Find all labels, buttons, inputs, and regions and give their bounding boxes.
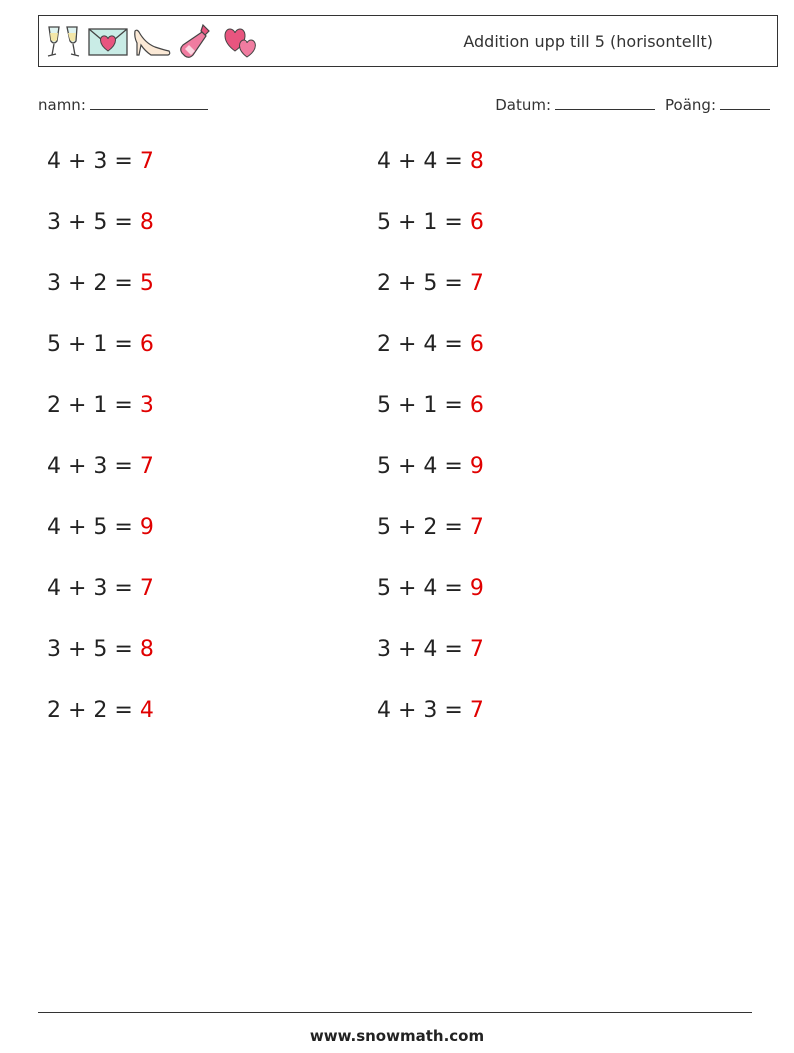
problem-item: 5 + 1 = 6	[47, 332, 154, 357]
answer: 7	[469, 637, 484, 662]
operand: 2	[423, 515, 438, 540]
operand: 2	[93, 271, 108, 296]
operand: 4	[423, 149, 438, 174]
problem-item: 4 + 3 = 7	[47, 576, 154, 601]
problem-item: 5 + 4 = 9	[377, 576, 484, 601]
answer: 6	[469, 393, 484, 418]
footer-url[interactable]: www.snowmath.com	[309, 1027, 485, 1045]
operand: 2	[47, 393, 61, 418]
answer: 7	[469, 698, 484, 723]
operand: 5	[93, 515, 108, 540]
operand: 4	[423, 454, 438, 479]
answer: 9	[469, 576, 484, 601]
operand: 3	[47, 210, 61, 235]
problem-item: 4 + 3 = 7	[377, 698, 484, 723]
operand: 3	[47, 271, 61, 296]
problem-item: 4 + 3 = 7	[47, 149, 154, 174]
problem-item: 3 + 2 = 5	[47, 271, 154, 296]
problem-item: 4 + 4 = 8	[377, 149, 484, 174]
operand: 4	[423, 576, 438, 601]
operand: 4	[423, 332, 438, 357]
operand: 5	[93, 637, 108, 662]
operand: 2	[377, 332, 391, 357]
problem-item: 3 + 5 = 8	[47, 637, 154, 662]
answer: 3	[139, 393, 154, 418]
operand: 4	[423, 637, 438, 662]
problem-item: 3 + 5 = 8	[47, 210, 154, 235]
answer: 8	[139, 210, 154, 235]
answer: 7	[469, 271, 484, 296]
operand: 3	[93, 576, 108, 601]
operand: 4	[47, 149, 61, 174]
answer: 8	[469, 149, 484, 174]
name-label: namn:	[38, 96, 86, 114]
operand: 4	[47, 454, 61, 479]
problem-item: 3 + 4 = 7	[377, 637, 484, 662]
problem-item: 4 + 5 = 9	[47, 515, 154, 540]
problem-item: 5 + 1 = 6	[377, 210, 484, 235]
operand: 5	[377, 515, 391, 540]
answer: 7	[139, 576, 154, 601]
problem-item: 2 + 1 = 3	[47, 393, 154, 418]
problem-item: 2 + 5 = 7	[377, 271, 484, 296]
answer: 6	[469, 210, 484, 235]
answer: 4	[139, 698, 154, 723]
score-label: Poäng:	[665, 96, 716, 114]
answer: 7	[139, 149, 154, 174]
date-label: Datum:	[495, 96, 552, 114]
operand: 3	[93, 149, 108, 174]
operand: 3	[93, 454, 108, 479]
problem-item: 5 + 1 = 6	[377, 393, 484, 418]
operand: 2	[47, 698, 61, 723]
operand: 4	[377, 698, 391, 723]
operand: 1	[423, 393, 438, 418]
operand: 3	[423, 698, 438, 723]
answer: 8	[139, 637, 154, 662]
operand: 3	[47, 637, 61, 662]
operand: 5	[377, 393, 391, 418]
operand: 3	[377, 637, 391, 662]
operand: 4	[377, 149, 391, 174]
answer: 6	[139, 332, 154, 357]
answer: 9	[139, 515, 154, 540]
problem-item: 4 + 3 = 7	[47, 454, 154, 479]
problem-item: 2 + 2 = 4	[47, 698, 154, 723]
worksheet-title: Addition upp till 5 (horisontellt)	[463, 32, 713, 51]
operand: 1	[423, 210, 438, 235]
operand: 5	[423, 271, 438, 296]
answer: 5	[139, 271, 154, 296]
problem-item: 2 + 4 = 6	[377, 332, 484, 357]
operand: 5	[377, 454, 391, 479]
operand: 1	[93, 332, 108, 357]
operand: 4	[47, 576, 61, 601]
footer-divider	[38, 1012, 752, 1013]
operand: 2	[377, 271, 391, 296]
answer: 6	[469, 332, 484, 357]
answer: 9	[469, 454, 484, 479]
operand: 2	[93, 698, 108, 723]
problem-item: 5 + 2 = 7	[377, 515, 484, 540]
operand: 1	[93, 393, 108, 418]
problem-item: 5 + 4 = 9	[377, 454, 484, 479]
operand: 5	[377, 576, 391, 601]
operand: 4	[47, 515, 61, 540]
operand: 5	[47, 332, 61, 357]
answer: 7	[139, 454, 154, 479]
answer: 7	[469, 515, 484, 540]
operand: 5	[377, 210, 391, 235]
operand: 5	[93, 210, 108, 235]
